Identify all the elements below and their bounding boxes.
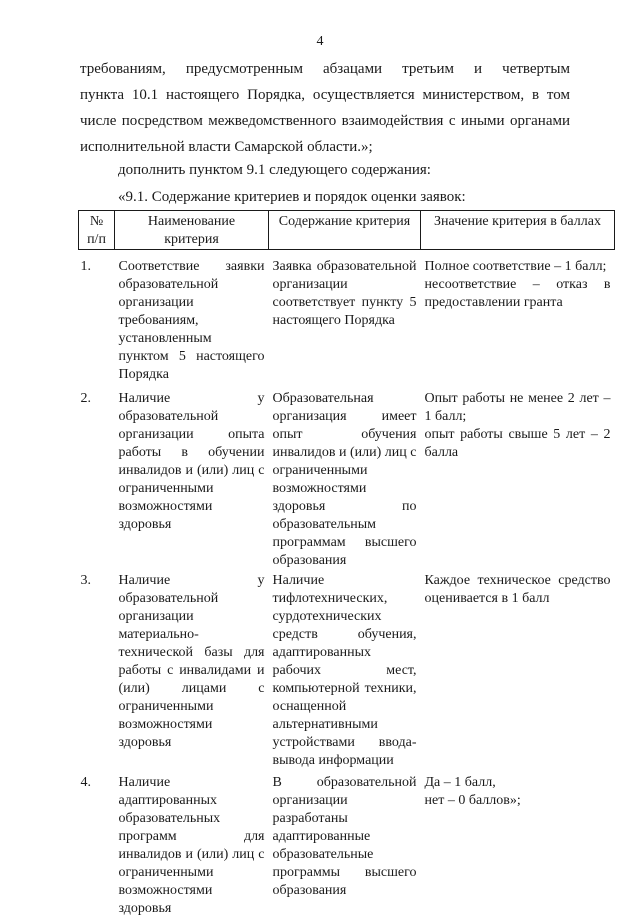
criteria-table (78, 210, 615, 918)
row-criterion-name: Наличие адаптированных образовательных программ для инвалидов и (или) лиц с ограниченными возможностями здоровья (118, 775, 265, 916)
score-line: Да – 1 балл, (424, 775, 496, 790)
score-line: несоответствие – отказ в предоставлении гранта (424, 277, 611, 310)
table-row (79, 384, 615, 570)
intro-line: числе посредством межведомственного взаимодействия с иными органами (80, 113, 570, 129)
score-line: Каждое техническое средство оценивается в 1 балл (424, 573, 611, 606)
score-line: Опыт работы не менее 2 лет – 1 балл; (424, 391, 611, 424)
row-criterion-content: В образовательной организации разработаны адаптированные образовательные программы высшего образования (272, 775, 417, 898)
row-criterion-score (421, 770, 615, 918)
add-instruction: дополнить пунктом 9.1 следующего содержания: (118, 162, 431, 178)
header-content: Содержание критерия (269, 211, 421, 250)
row-num: 4. (80, 775, 91, 790)
row-criterion-score (421, 384, 615, 570)
score-line: нет – 0 баллов»; (424, 793, 521, 808)
intro-line: требованиям, предусмотренным абзацами третьим и четвертым (80, 61, 570, 77)
row-criterion-score (421, 570, 615, 770)
section-title: «9.1. Содержание критериев и порядок оценки заявок: (118, 189, 466, 205)
row-criterion-score (421, 250, 615, 385)
row-criterion-name: Наличие у образовательной организации опыта работы в обучении инвалидов и (или) лиц с ограниченными возможностями здоровья (118, 391, 265, 532)
row-criterion-content: Образовательная организация имеет опыт обучения инвалидов и (или) лиц с ограниченными возможностями здоровья по образовательным программам высшего образования (272, 391, 417, 568)
header-name: Наименование критерия (115, 211, 269, 250)
intro-line: пункта 10.1 настоящего Порядка, осуществляется министерством, в том (80, 87, 570, 103)
row-criterion-content: Наличие тифлотехнических, сурдотехнических средств обучения, адаптированных рабочих мест, компьютерной техники, оснащенной альтернативными устройствами ввода-вывода информации (272, 573, 417, 768)
header-num: № п/п (79, 211, 115, 250)
row-criterion-name: Соответствие заявки образовательной организации требованиям, установленным пунктом 5 настоящего Порядка (118, 259, 265, 382)
table-row (79, 770, 615, 918)
row-criterion-name: Наличие у образовательной организации материально-технической базы для работы с инвалидами и (или) лицами с ограниченными возможностями здоровья (118, 573, 265, 750)
table-row (79, 250, 615, 385)
intro-line: исполнительной власти Самарской области.»; (80, 139, 373, 155)
score-line: Полное соответствие – 1 балл; (424, 259, 607, 274)
intro-paragraph (80, 56, 570, 160)
row-num: 2. (80, 391, 91, 406)
row-criterion-content: Заявка образовательной организации соответствует пункту 5 настоящего Порядка (272, 259, 417, 328)
table-header-row (79, 211, 615, 250)
page-number: 4 (316, 34, 324, 49)
header-score: Значение критерия в баллах (421, 211, 615, 250)
row-num: 3. (80, 573, 91, 588)
table-row (79, 570, 615, 770)
score-line: опыт работы свыше 5 лет – 2 балла (424, 427, 611, 460)
row-num: 1. (80, 259, 91, 274)
